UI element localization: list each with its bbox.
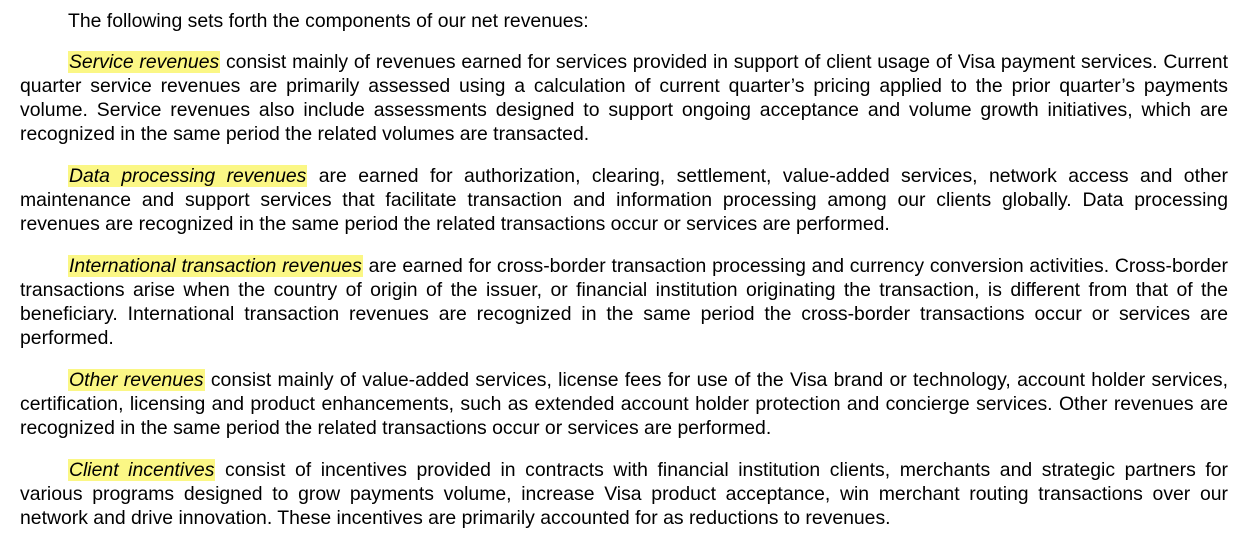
paragraph-international-transaction-revenues bbox=[20, 254, 1228, 350]
paragraph-text: consist mainly of value-added services, license fees for use of the Visa brand or technology, account holder services, certification, licensing and product enhancements, such as extended account holder protection and concierge services. Other revenues are recognized in the same period the related transactions occur or services are performed. bbox=[20, 369, 1228, 439]
highlighted-term: Other revenues bbox=[69, 369, 204, 391]
paragraph-text: are earned for cross-border transaction processing and currency conversion activities. Cross-border transactions arise when the country of origin of the issuer, or financial institution originating the transaction, is different from that of the beneficiary. International transaction revenues are recognized in the same period the cross-border transactions occur or services are performed. bbox=[20, 255, 1228, 349]
highlighted-term: Service revenues bbox=[69, 51, 220, 73]
paragraph-other-revenues bbox=[20, 368, 1228, 440]
highlighted-term: Client incentives bbox=[69, 459, 215, 481]
paragraph-text: consist mainly of revenues earned for services provided in support of client usage of Visa payment services. Current quarter service revenues are primarily assessed using a calculation of current quarter’s pricing applied to the prior quarter’s payments volume. Service revenues also include assessments designed to support ongoing acceptance and volume growth initiatives, which are recognized in the same period the related volumes are transacted. bbox=[20, 51, 1228, 145]
intro-text: The following sets forth the components of our net revenues: bbox=[68, 10, 589, 32]
paragraph-service-revenues bbox=[20, 50, 1228, 146]
paragraph-data-processing-revenues bbox=[20, 164, 1228, 236]
highlighted-term: International transaction revenues bbox=[69, 255, 362, 277]
paragraph-text: consist of incentives provided in contracts with financial institution clients, merchants and strategic partners for various programs designed to grow payments volume, increase Visa product acceptance, win merchant routing transactions over our network and drive innovation. These incentives are primarily accounted for as reductions to revenues. bbox=[20, 459, 1228, 529]
paragraph-client-incentives bbox=[20, 458, 1228, 530]
paragraph-text: are earned for authorization, clearing, settlement, value-added services, network access and other maintenance and support services that facilitate transaction and information processing among our clients globally. Data processing revenues are recognized in the same period the related transactions occur or services are performed. bbox=[20, 165, 1228, 235]
highlighted-term: Data processing revenues bbox=[69, 165, 307, 187]
